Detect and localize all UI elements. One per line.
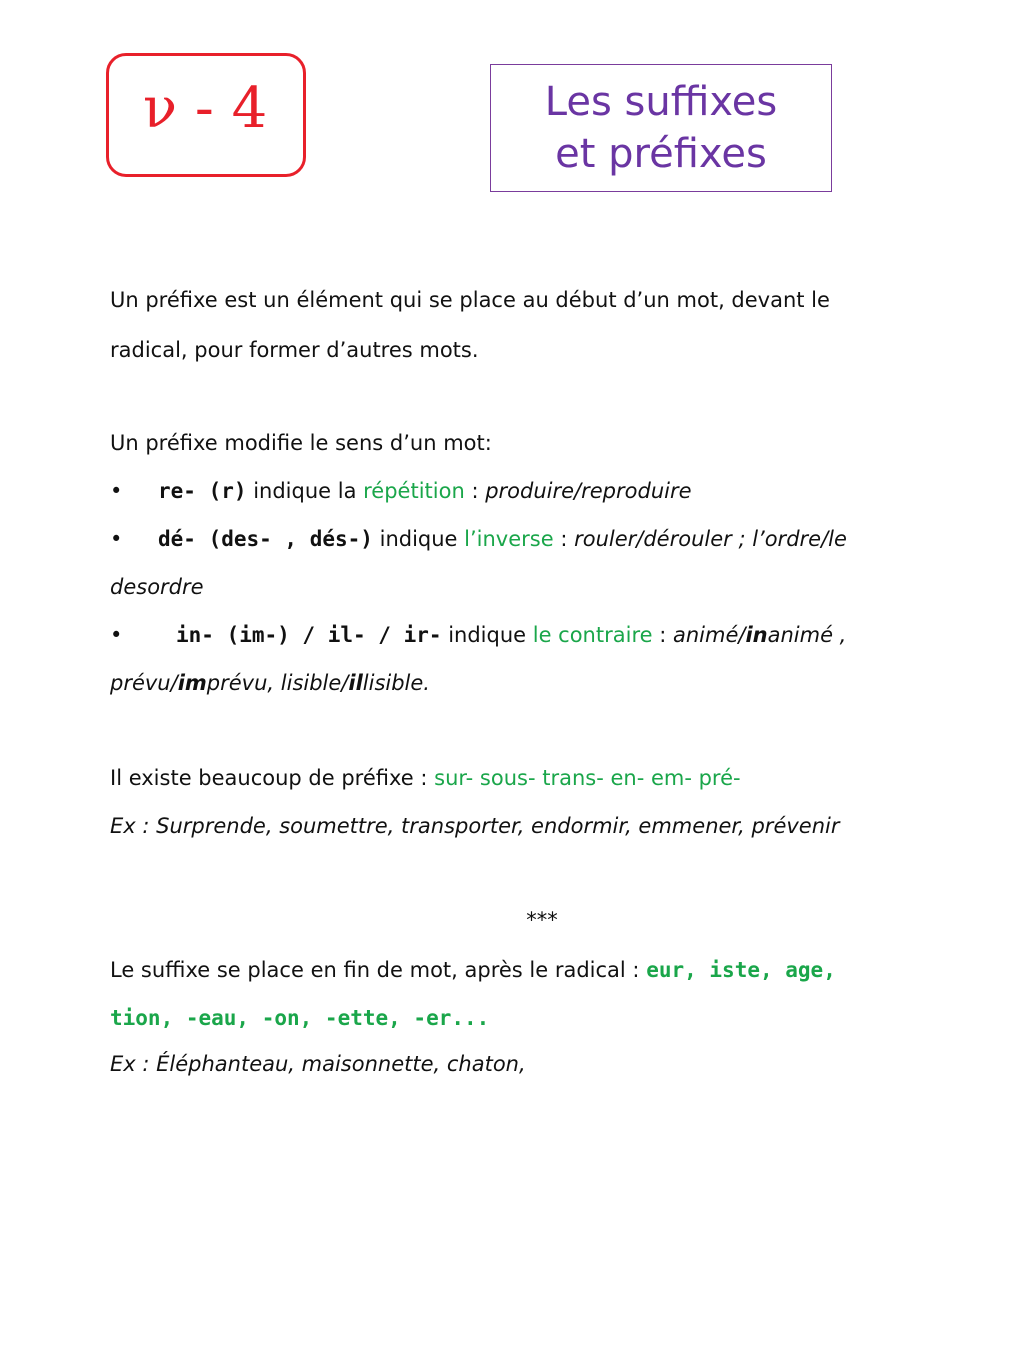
prefix-in: in- (im-) / il- / ir- — [176, 623, 442, 647]
example-in-1a: animé/ — [672, 623, 746, 647]
many-prefixes-list: sur- sous- trans- en- em- pré- — [434, 766, 741, 790]
bullet-dot: • — [110, 623, 123, 647]
prefix-de: dé- (des- , dés-) — [158, 527, 373, 551]
title-line-1: Les suffixes — [544, 79, 778, 125]
example-in-2b: im — [177, 671, 207, 695]
meaning-repetition: répétition — [363, 479, 465, 503]
title-line-2: et préfixes — [555, 131, 767, 177]
example-in-1c: animé , — [767, 623, 847, 647]
bullet-sep: : — [553, 527, 575, 551]
prefix-re: re- (r) — [158, 479, 247, 503]
prefix-examples: Ex : Surprende, soumettre, transporter, endormir, emmener, prévenir — [110, 814, 840, 838]
example-in-1b: in — [745, 623, 768, 647]
example-in-2d: il — [348, 671, 363, 695]
suffix-examples: Ex : Éléphanteau, maisonnette, chaton, — [110, 1052, 526, 1076]
bullet-dot: • — [110, 479, 123, 503]
bullet-re — [158, 476, 692, 506]
example-de: rouler/dérouler ; l’ordre/le — [574, 527, 847, 551]
lesson-badge — [106, 53, 306, 177]
bullet-text: indique — [441, 623, 533, 647]
suffix-list-2: tion, -eau, -on, -ette, -er... — [110, 1006, 490, 1030]
meaning-contraire: le contraire — [532, 623, 653, 647]
separator: *** — [526, 908, 558, 932]
example-in-2e: lisible. — [362, 671, 430, 695]
suffix-definition — [110, 955, 836, 985]
meaning-inverse: l’inverse — [464, 527, 554, 551]
bullet-dot: • — [110, 527, 123, 551]
badge-label: ν - 4 — [143, 76, 268, 141]
example-de-continued: desordre — [110, 575, 204, 599]
definition-line-2: radical, pour former d’autres mots. — [110, 338, 479, 362]
modifies-heading: Un préfixe modifie le sens d’un mot: — [110, 431, 492, 455]
many-prefixes — [110, 763, 741, 793]
bullet-in-examples — [110, 668, 430, 698]
example-in-2c: prévu, lisible/ — [206, 671, 349, 695]
bullet-text: indique — [372, 527, 465, 551]
title-box — [490, 64, 832, 192]
bullet-de — [158, 524, 847, 554]
bullet-in — [176, 620, 846, 650]
example-re: produire/reproduire — [485, 479, 692, 503]
bullet-sep: : — [652, 623, 673, 647]
bullet-text: indique la — [246, 479, 364, 503]
bullet-sep: : — [464, 479, 486, 503]
suffix-text: Le suffixe se place en fin de mot, après le radical : — [110, 958, 647, 982]
example-in-2a: prévu/ — [110, 671, 178, 695]
suffix-list-1: eur, iste, age, — [646, 958, 836, 982]
definition-line-1: Un préfixe est un élément qui se place au début d’un mot, devant le — [110, 288, 830, 312]
many-prefixes-text: Il existe beaucoup de préfixe : — [110, 766, 435, 790]
